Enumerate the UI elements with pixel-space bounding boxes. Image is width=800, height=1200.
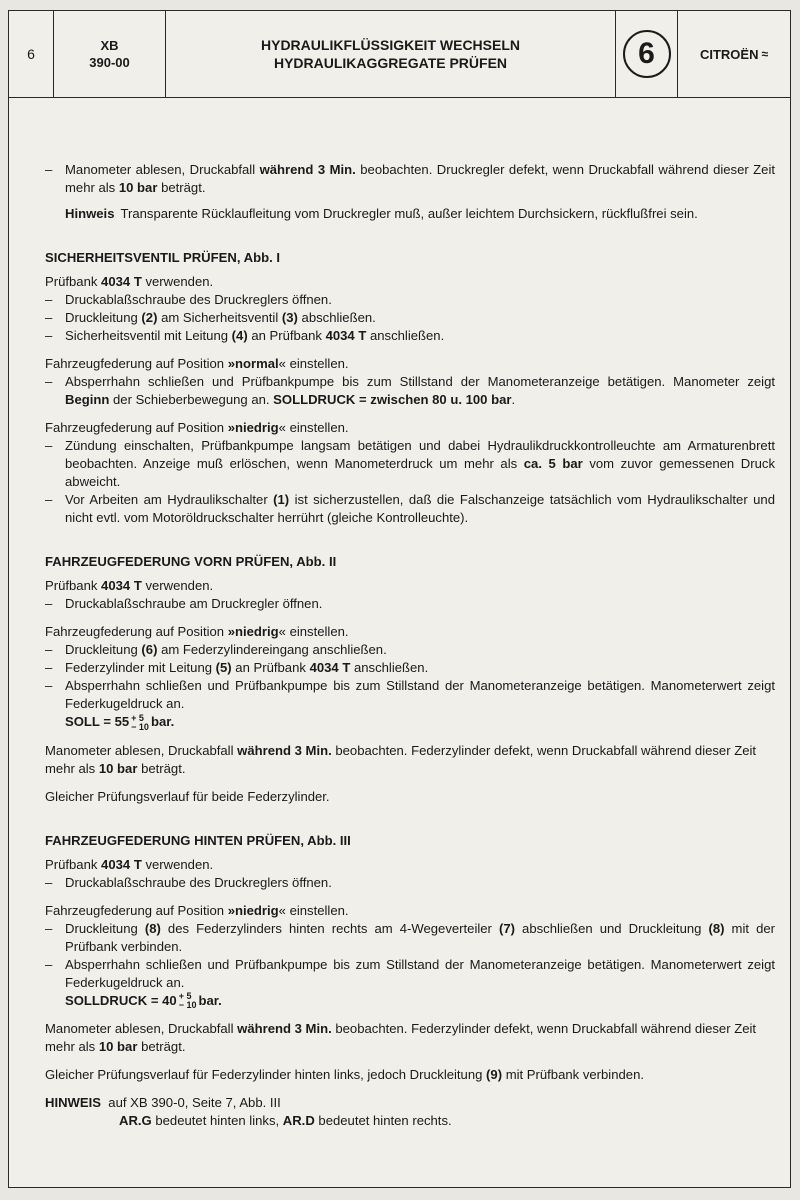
note-text: Transparente Rücklaufleitung vom Druckregler muß, außer leichtem Durchsickern, rückflußfrei sein. <box>120 206 698 221</box>
note-block <box>45 205 775 223</box>
list-item: – Absperrhahn schließen und Prüfbankpumpe bis zum Stillstand der Manometeranzeige betätigen. Manometerwert zeigt Federkugeldruck an. <box>45 956 775 992</box>
list-item: – Druckleitung (2) am Sicherheitsventil (3) abschließen. <box>45 309 775 327</box>
step-list <box>45 595 775 613</box>
list-item: – Druckleitung (6) am Federzylindereingang anschließen. <box>45 641 775 659</box>
section-heading-rear-suspension: FAHRZEUGFEDERUNG HINTEN PRÜFEN, Abb. III <box>45 832 351 848</box>
target-pressure: SOLLDRUCK = 40 + 5 − 10 bar. <box>65 991 222 1011</box>
brand-logo <box>678 11 790 97</box>
step-list <box>45 920 775 992</box>
paragraph: Fahrzeugfederung auf Position »niedrig« einstellen. <box>45 420 349 435</box>
footer-note: HINWEIS auf XB 390-0, Seite 7, Abb. III AR.G bedeutet hinten links, AR.D bedeutet hinten rechts. <box>45 1095 452 1129</box>
list-item: – Zündung einschalten, Prüfbankpumpe langsam betätigen und dabei Hydraulikdruckkontrolleuchte am Armaturenbrett beobachten. Anzeige muß erlöschen, wenn Manometerdruck um mehr als ca. 5 bar vom zuvor gemessenen Druck abweicht. <box>45 437 775 491</box>
chapter-number-cell <box>616 11 678 97</box>
list-item: – Sicherheitsventil mit Leitung (4) an Prüfbank 4034 T anschließen. <box>45 327 775 345</box>
page-header <box>9 11 790 98</box>
paragraph: Gleicher Prüfungsverlauf für beide Federzylinder. <box>45 788 330 804</box>
list-item: – Druckablaßschraube des Druckreglers öffnen. <box>45 874 775 892</box>
paragraph: Prüfbank 4034 T verwenden. <box>45 274 214 289</box>
paragraph: Manometer ablesen, Druckabfall während 3 Min. beobachten. Federzylinder defekt, wenn Druckabfall während dieser Zeit mehr als 10 bar beträgt. <box>45 1021 757 1055</box>
chevron-logo-icon: ≈ <box>761 47 769 61</box>
title-line-1: HYDRAULIKFLÜSSIGKEIT WECHSELN <box>261 37 520 53</box>
reference-line-2: 390-00 <box>89 55 130 70</box>
list-item: – Vor Arbeiten am Hydraulikschalter (1) ist sicherzustellen, daß die Falschanzeige tatsächlich vom Hydraulikschalter und nicht evtl. vom Motoröldruckschalter herrührt (gleiche Kontrolleuchte). <box>45 491 775 527</box>
page-number: 6 <box>9 11 54 97</box>
step-list <box>45 373 775 409</box>
paragraph: Fahrzeugfederung auf Position »niedrig« einstellen. <box>45 624 349 639</box>
step-list <box>45 874 775 892</box>
list-item: – Druckablaßschraube des Druckreglers öffnen. <box>45 291 775 309</box>
chapter-number-circle: 6 <box>623 30 671 78</box>
list-item: – Absperrhahn schließen und Prüfbankpumpe bis zum Stillstand der Manometeranzeige betätigen. Manometerwert zeigt Federkugeldruck an. <box>45 677 775 713</box>
intro-list <box>45 161 775 197</box>
step-list <box>45 437 775 527</box>
list-item: – Druckablaßschraube am Druckregler öffnen. <box>45 595 775 613</box>
manual-page <box>8 10 791 1188</box>
note-label: Hinweis <box>65 206 115 221</box>
page-content <box>45 161 775 1130</box>
section-heading-front-suspension: FAHRZEUGFEDERUNG VORN PRÜFEN, Abb. II <box>45 554 337 569</box>
list-item: – Federzylinder mit Leitung (5) an Prüfbank 4034 T anschließen. <box>45 659 775 677</box>
title-line-2: HYDRAULIKAGGREGATE PRÜFEN <box>273 55 508 71</box>
footer-note-reference: auf XB 390-0, Seite 7, Abb. III <box>108 1095 281 1111</box>
footer-note-label: HINWEIS <box>45 1095 102 1111</box>
paragraph: Prüfbank 4034 T verwenden. <box>45 578 214 593</box>
page-title <box>166 11 616 97</box>
brand-name: CITROËN <box>699 46 759 62</box>
paragraph: Fahrzeugfederung auf Position »normal« einstellen. <box>45 356 349 371</box>
paragraph: Manometer ablesen, Druckabfall während 3 Min. beobachten. Federzylinder defekt, wenn Druckabfall während dieser Zeit mehr als 10 bar beträgt. <box>45 742 757 776</box>
list-item: – Manometer ablesen, Druckabfall während 3 Min. beobachten. Druckregler defekt, wenn Druckabfall während dieser Zeit mehr als 10 bar beträgt. <box>45 161 775 197</box>
paragraph: Prüfbank 4034 T verwenden. <box>45 856 214 872</box>
list-item: – Druckleitung (8) des Federzylinders hinten rechts am 4-Wegeverteiler (7) abschließen und Druckleitung (8) mit der Prüfbank verbinden. <box>45 920 775 956</box>
step-list <box>45 641 775 713</box>
target-pressure: SOLL = 55 + 5 − 10 bar. <box>65 712 175 732</box>
step-list <box>45 291 775 345</box>
section-heading-safety-valve: SICHERHEITSVENTIL PRÜFEN, Abb. I <box>45 250 280 265</box>
tolerance: + 5 − 10 <box>178 991 197 1011</box>
document-reference <box>54 11 166 97</box>
paragraph: Gleicher Prüfungsverlauf für Federzylinder hinten links, jedoch Druckleitung (9) mit Prüfbank verbinden. <box>45 1067 644 1083</box>
list-item: – Absperrhahn schließen und Prüfbankpumpe bis zum Stillstand der Manometeranzeige betätigen. Manometer zeigt Beginn der Schieberbewegung an. SOLLDRUCK = zwischen 80 u. 100 bar. <box>45 373 775 409</box>
paragraph: Fahrzeugfederung auf Position »niedrig« einstellen. <box>45 902 349 918</box>
reference-line-1: XB <box>100 38 119 53</box>
tolerance: + 5 − 10 <box>131 712 149 732</box>
